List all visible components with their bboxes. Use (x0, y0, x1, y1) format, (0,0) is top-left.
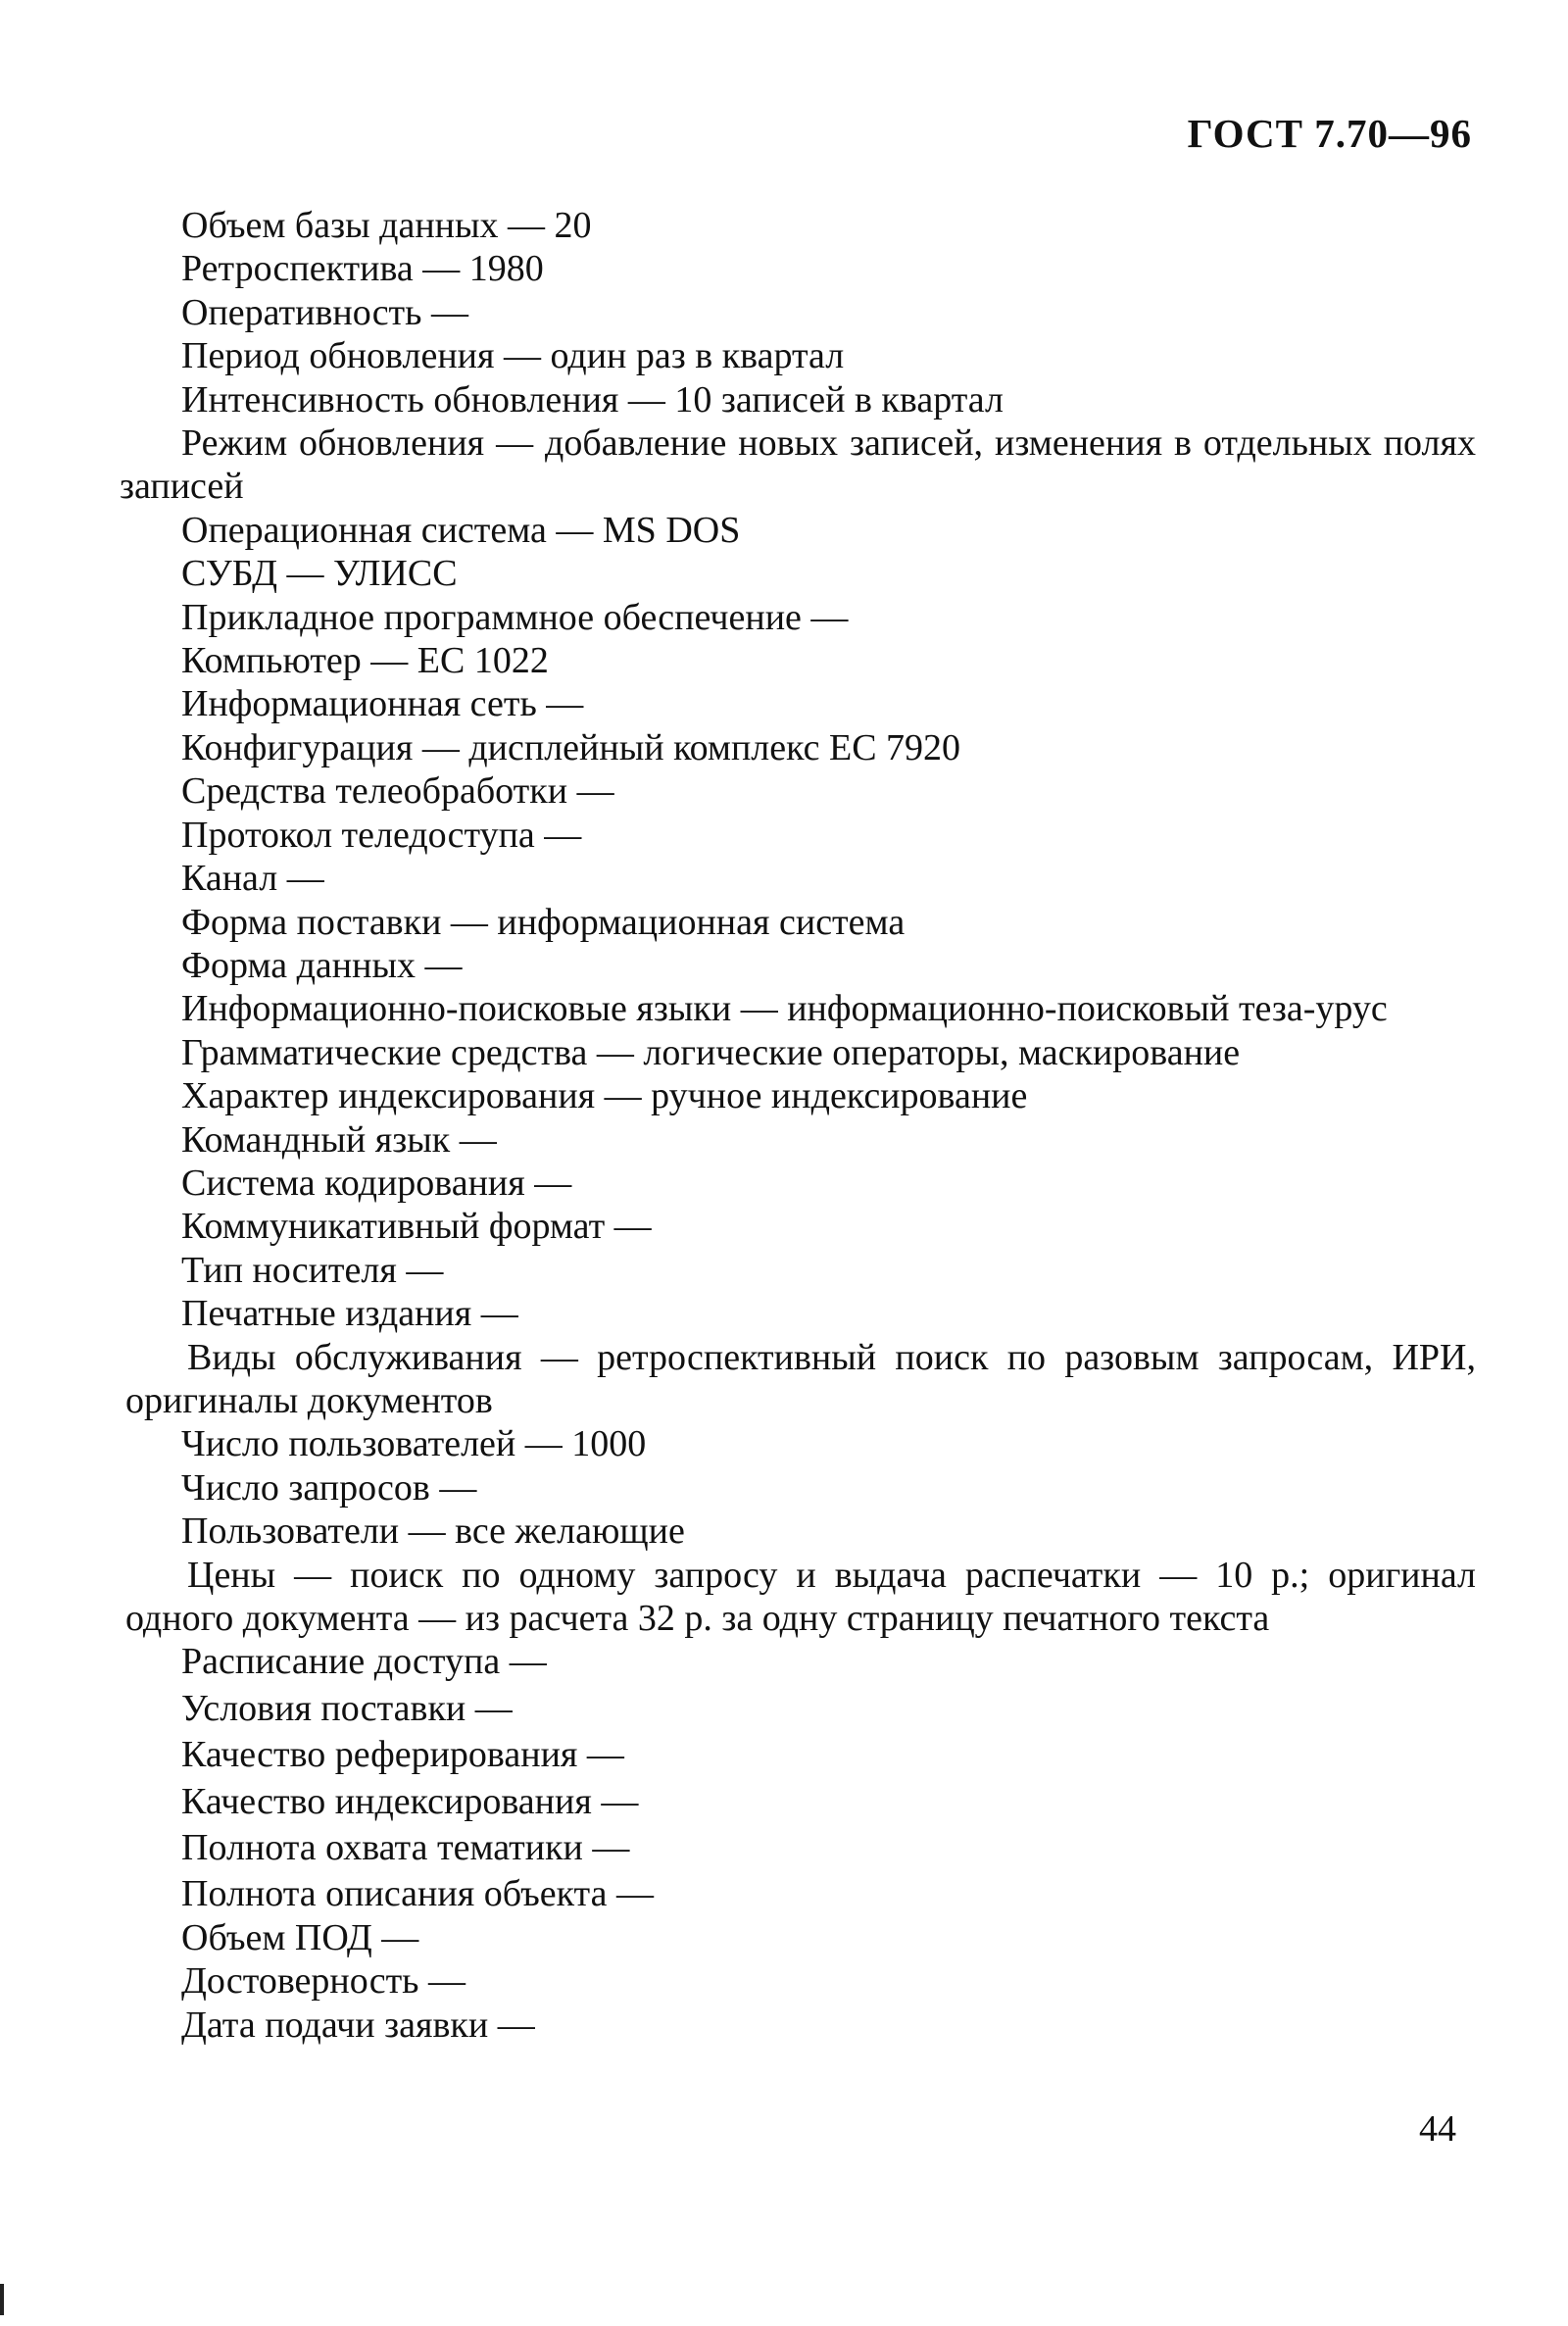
entry-reliability: Достоверность — (181, 1960, 466, 2003)
entry-query-count: Число запросов — (181, 1466, 477, 1509)
entry-carrier-type: Тип носителя — (181, 1249, 444, 1291)
entry-dbms: СУБД — УЛИСС (181, 553, 458, 595)
entry-configuration: Конфигурация — дисплейный комплекс ЕС 7920 (181, 726, 961, 768)
entry-data-form: Форма данных — (181, 944, 463, 986)
entry-abstracting-quality: Качество реферирования — (181, 1734, 624, 1776)
entry-communicative-format: Коммуникативный формат — (181, 1206, 652, 1248)
entry-information-network: Информационная сеть — (181, 683, 584, 725)
scan-edge-mark (0, 2284, 4, 2315)
entry-computer: Компьютер — ЕС 1022 (181, 640, 549, 682)
entry-retrieval-languages: Информационно-поисковые языки — информационно-поисковый теза-урус (181, 988, 1388, 1030)
entry-update-intensity: Интенсивность обновления — 10 записей в квартал (181, 378, 1004, 421)
entry-channel: Канал — (181, 858, 324, 900)
entry-user-count: Число пользователей — 1000 (181, 1423, 647, 1465)
entry-object-description-completeness: Полнота описания объекта — (181, 1873, 654, 1915)
entry-printed-editions: Печатные издания — (181, 1293, 518, 1335)
entry-service-types: Виды обслуживания — ретроспективный поиск по разовым запросам, ИРИ, оригиналы документов (125, 1336, 1476, 1421)
page-number: 44 (1419, 2108, 1456, 2150)
entry-teleaccess-protocol: Протокол теледоступа — (181, 814, 582, 856)
entry-delivery-form: Форма поставки — информационная система (181, 901, 906, 943)
entry-teleprocessing-means: Средства телеобработки — (181, 770, 614, 813)
entry-update-mode: Режим обновления — добавление новых записей, изменения в отдельных полях записей (120, 422, 1476, 508)
entry-database-volume: Объем базы данных — 20 (181, 205, 592, 246)
entry-subject-coverage: Полнота охвата тематики — (181, 1827, 630, 1869)
entry-delivery-conditions: Условия поставки — (181, 1687, 513, 1729)
entry-indexing-quality: Качество индексирования — (181, 1780, 639, 1822)
entry-operating-system: Операционная система — MS DOS (181, 509, 741, 551)
standard-designation: ГОСТ 7.70—96 (1187, 111, 1472, 156)
entry-operativeness: Оперативность — (181, 291, 468, 333)
entry-coding-system: Система кодирования — (181, 1162, 572, 1204)
entry-access-schedule: Расписание доступа — (181, 1641, 547, 1683)
field-list (120, 204, 1476, 2047)
entry-application-software: Прикладное программное обеспечение — (181, 596, 849, 638)
entry-application-date: Дата подачи заявки — (181, 2004, 535, 2046)
entry-prices: Цены — поиск по одному запросу и выдача распечатки — 10 р.; оригинал одного документа — из расчета 32 р. за одну страницу печатного текста (125, 1554, 1476, 1639)
entry-indexing-character: Характер индексирования — ручное индексирование (181, 1075, 1028, 1117)
entry-command-language: Командный язык — (181, 1118, 497, 1161)
entry-retrospective: Ретроспектива — 1980 (181, 248, 544, 290)
entry-users: Пользователи — все желающие (181, 1510, 685, 1553)
entry-grammatical-means: Грамматические средства — логические операторы, маскирование (181, 1031, 1241, 1073)
entry-update-period: Период обновления — один раз в квартал (181, 335, 845, 377)
entry-pod-volume: Объем ПОД — (181, 1916, 419, 1958)
